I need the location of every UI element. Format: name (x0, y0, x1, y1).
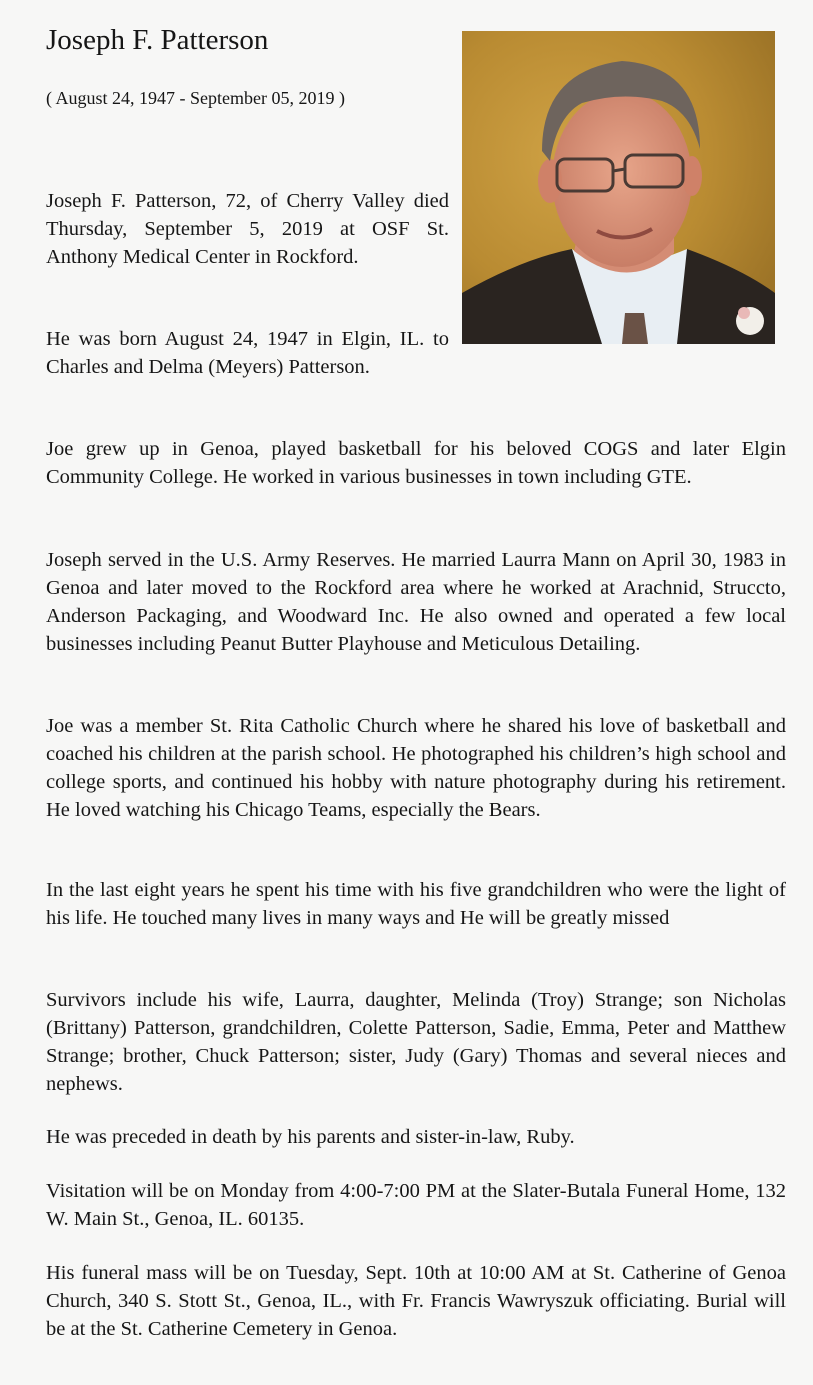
paragraph-funeral-mass: His funeral mass will be on Tuesday, Sept. 10th at 10:00 AM at St. Catherine of Genoa Church, 340 S. Stott St., Genoa, IL., with Fr. Francis Wawryszuk officiating. Burial will be at the St. Catherine Cemetery in Genoa. (46, 1262, 786, 1340)
paragraph-early-life: Joe grew up in Genoa, played basketball for his beloved COGS and later Elgin Community College. He worked in various businesses in town including GTE. (46, 438, 786, 488)
paragraph-church-hobbies: Joe was a member St. Rita Catholic Church where he shared his love of basketball and coached his children at the parish school. He photographed his children’s high school and college sports, and continued his hobby with nature photography during his retirement. He loved watching his Chicago Teams, especially the Bears. (46, 715, 786, 821)
paragraph-survivors: Survivors include his wife, Laurra, daughter, Melinda (Troy) Strange; son Nicholas (Brittany) Patterson, grandchildren, Colette Patterson, Sadie, Emma, Peter and Matthew Strange; brother, Chuck Patterson; sister, Judy (Gary) Thomas and several nieces and nephews. (46, 989, 786, 1095)
paragraph-career: Joseph served in the U.S. Army Reserves. He married Laurra Mann on April 30, 1983 in Genoa and later moved to the Rockford area where he worked at Arachnid, Struccto, Anderson Packaging, and Woodward Inc. He also owned and operated a few local businesses including Peanut Butter Playhouse and Meticulous Detailing. (46, 549, 786, 655)
paragraph-grandchildren: In the last eight years he spent his time with his five grandchildren who were the light of his life. He touched many lives in many ways and He will be greatly missed (46, 879, 786, 929)
portrait-photo (462, 31, 775, 344)
obituary-title: Joseph F. Patterson (46, 24, 269, 56)
paragraph-birth: He was born August 24, 1947 in Elgin, IL. to Charles and Delma (Meyers) Patterson. (46, 328, 449, 378)
paragraph-visitation: Visitation will be on Monday from 4:00-7:00 PM at the Slater-Butala Funeral Home, 132 W. Main St., Genoa, IL. 60135. (46, 1180, 786, 1230)
life-dates: ( August 24, 1947 - September 05, 2019 ) (46, 88, 345, 108)
paragraph-death-notice: Joseph F. Patterson, 72, of Cherry Valley died Thursday, September 5, 2019 at OSF St. Anthony Medical Center in Rockford. (46, 190, 449, 268)
paragraph-preceded: He was preceded in death by his parents and sister-in-law, Ruby. (46, 1126, 575, 1148)
portrait-illustration (462, 31, 775, 344)
